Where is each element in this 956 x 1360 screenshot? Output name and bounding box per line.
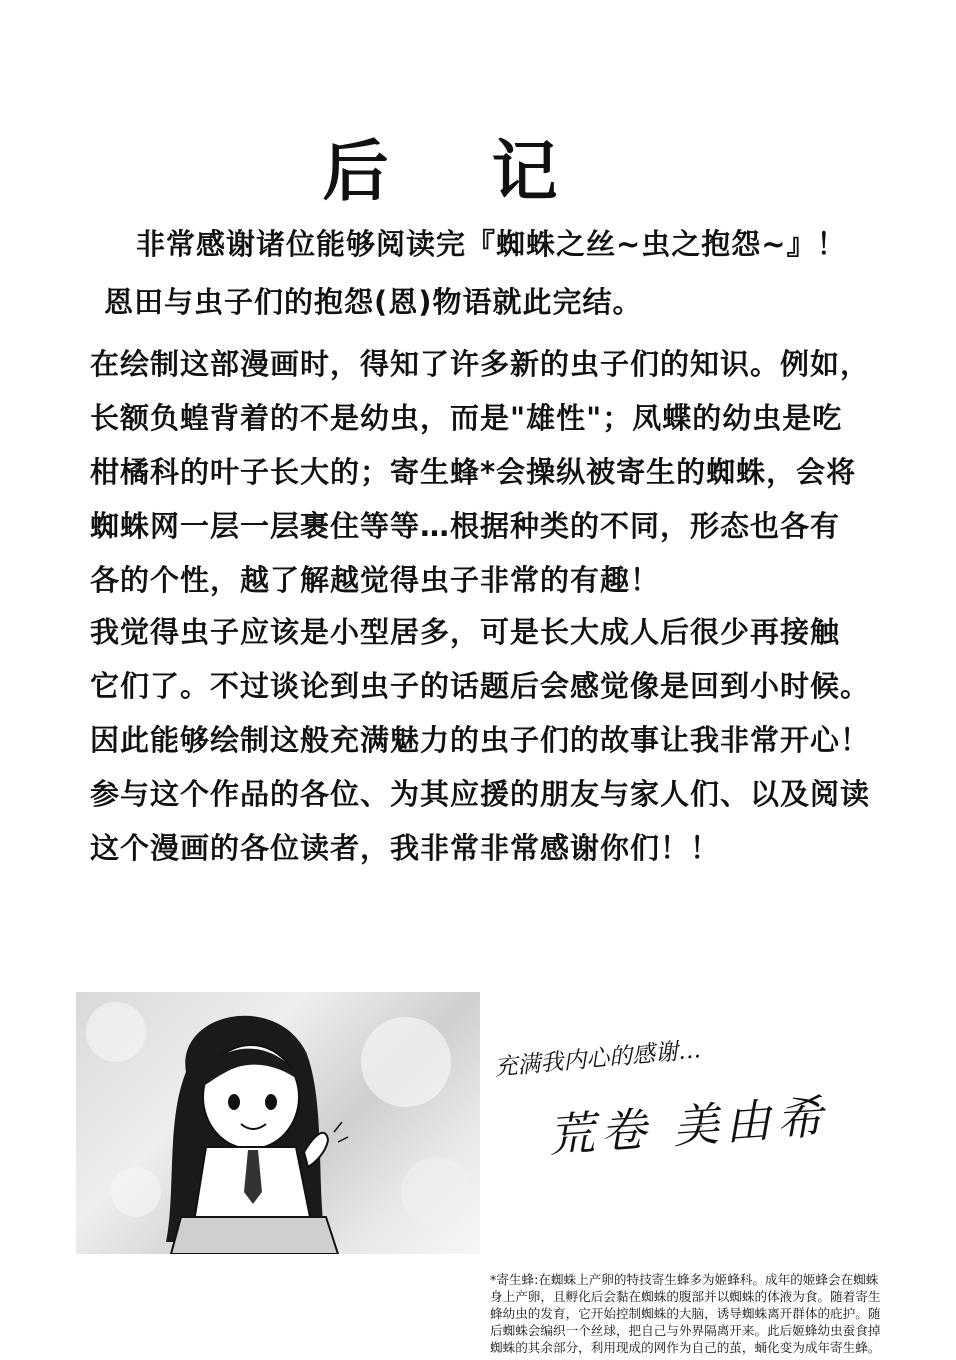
footnote-line: *寄生蜂:在蜘蛛上产卵的特技寄生蜂多为姬蜂科。成年的姬蜂会在蜘蛛 — [490, 1272, 879, 1287]
body-line: 参与这个作品的各位、为其应援的朋友与家人们、以及阅读 — [90, 777, 871, 811]
body-line: 蜘蛛网一层一层裹住等等…根据种类的不同，形态也各有 — [90, 509, 841, 543]
body-line: 因此能够绘制这般充满魅力的虫子们的故事让我非常开心！ — [90, 723, 871, 757]
footnote-line: 蜂幼虫的发育，它开始控制蜘蛛的大脑，诱导蜘蛛离开群体的庇护。随 — [490, 1306, 881, 1321]
body-line: 各的个性，越了解越觉得虫子非常的有趣！ — [90, 563, 661, 597]
author-illustration — [76, 992, 480, 1254]
footnote-line: 蜘蛛的其余部分，利用现成的网作为自己的茧，蛹化变为成年寄生蜂。 — [490, 1340, 881, 1355]
body-line: 在绘制这部漫画时，得知了许多新的虫子们的知识。例如， — [90, 347, 871, 381]
body-line: 这个漫画的各位读者，我非常非常感谢你们！！ — [90, 831, 721, 865]
body-line: 它们了。不过谈论到虫子的话题后会感觉像是回到小时候。 — [90, 669, 871, 703]
footnote — [490, 1271, 942, 1356]
body-line: 我觉得虫子应该是小型居多，可是长大成人后很少再接触 — [90, 615, 841, 649]
body-line: 柑橘科的叶子长大的；寄生蜂*会操纵被寄生的蜘蛛，会将 — [90, 455, 857, 489]
footnote-line: 身上产卵，且孵化后会黏在蜘蛛的腹部并以蜘蛛的体液为食。随着寄生 — [490, 1289, 881, 1304]
author-signature: 荒卷 美由希 — [546, 1089, 831, 1163]
signature-thanks: 充满我内心的感谢… — [493, 1037, 702, 1081]
body-line: 非常感谢诸位能够阅读完『蜘蛛之丝~虫之抱怨~』！ — [136, 227, 847, 261]
footnote-line: 后蜘蛛会编织一个丝球，把自己与外界隔离开来。此后姬蜂幼虫蚕食掉 — [490, 1323, 881, 1338]
page-title: 后 记 — [322, 133, 598, 210]
body-line: 恩田与虫子们的抱怨(恩)物语就此完结。 — [104, 285, 643, 319]
girl-illustration-icon — [76, 992, 480, 1254]
body-line: 长额负蝗背着的不是幼虫，而是"雄性"；凤蝶的幼虫是吃 — [90, 401, 843, 435]
